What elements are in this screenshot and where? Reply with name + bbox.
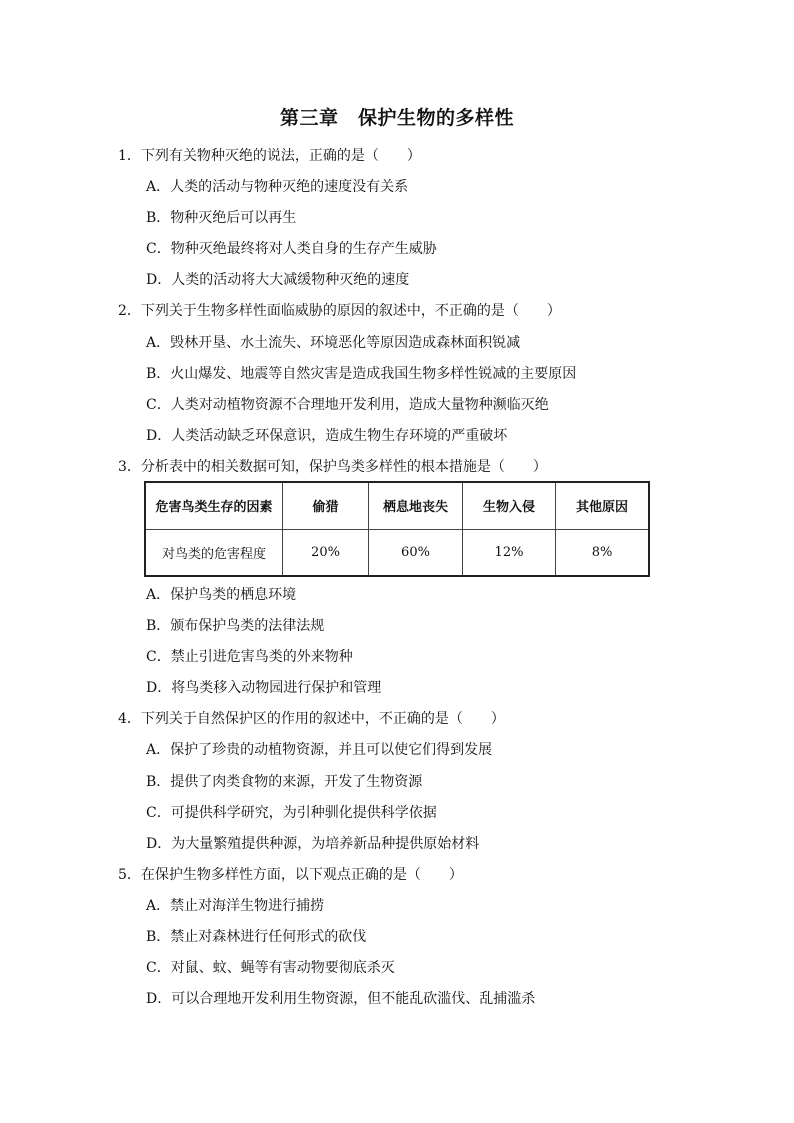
table-row	[145, 529, 649, 576]
question-5-option-a: A．禁止对海洋生物进行捕捞	[146, 898, 325, 914]
table-cell: 8%	[556, 529, 650, 576]
question-3-option-d: D．将鸟类移入动物园进行保护和管理	[146, 680, 382, 696]
question-4-option-a: A．保护了珍贵的动植物资源，并且可以使它们得到发展	[146, 742, 493, 758]
table-header-row	[145, 482, 649, 529]
table-header-cell: 其他原因	[556, 482, 650, 529]
table-header-cell: 生物入侵	[463, 482, 556, 529]
question-5-stem: 5．在保护生物多样性方面，以下观点正确的是（ ）	[118, 867, 463, 883]
table-cell: 60%	[369, 529, 463, 576]
table-header-cell: 危害鸟类生存的因素	[145, 482, 283, 529]
bird-threat-table	[144, 481, 650, 577]
question-1-option-b: B．物种灭绝后可以再生	[146, 210, 297, 226]
table-cell: 12%	[463, 529, 556, 576]
question-3-option-c: C．禁止引进危害鸟类的外来物种	[146, 649, 353, 665]
page-title: 第三章 保护生物的多样性	[279, 107, 514, 129]
question-5-option-b: B．禁止对森林进行任何形式的砍伐	[146, 929, 367, 945]
question-2-stem: 2．下列关于生物多样性面临威胁的原因的叙述中，不正确的是（ ）	[118, 303, 561, 319]
question-2-option-b: B．火山爆发、地震等自然灾害是造成我国生物多样性锐减的主要原因	[146, 366, 577, 382]
question-4-stem: 4．下列关于自然保护区的作用的叙述中，不正确的是（ ）	[118, 711, 505, 727]
question-3-stem: 3．分析表中的相关数据可知，保护鸟类多样性的根本措施是（ ）	[118, 459, 547, 475]
question-4-option-d: D．为大量繁殖提供种源，为培养新品种提供原始材料	[146, 836, 480, 852]
question-5-option-d: D．可以合理地开发利用生物资源，但不能乱砍滥伐、乱捕滥杀	[146, 991, 536, 1007]
question-1-option-a: A．人类的活动与物种灭绝的速度没有关系	[146, 179, 409, 195]
question-1-option-d: D．人类的活动将大大减缓物种灭绝的速度	[146, 272, 410, 288]
table-header-cell: 栖息地丧失	[369, 482, 463, 529]
question-1-option-c: C．物种灭绝最终将对人类自身的生存产生威胁	[146, 241, 437, 257]
question-3-option-b: B．颁布保护鸟类的法律法规	[146, 618, 325, 634]
question-1-stem: 1．下列有关物种灭绝的说法，正确的是（ ）	[118, 148, 421, 164]
question-5-option-c: C．对鼠、蚊、蝇等有害动物要彻底杀灭	[146, 960, 395, 976]
table-cell: 对鸟类的危害程度	[145, 529, 283, 576]
question-3-option-a: A．保护鸟类的栖息环境	[146, 587, 297, 603]
question-2-option-a: A．毁林开垦、水土流失、环境恶化等原因造成森林面积锐减	[146, 335, 521, 351]
table-cell: 20%	[283, 529, 369, 576]
question-2-option-c: C．人类对动植物资源不合理地开发利用，造成大量物种濒临灭绝	[146, 397, 549, 413]
question-2-option-d: D．人类活动缺乏环保意识，造成生物生存环境的严重破坏	[146, 428, 508, 444]
table-header-cell: 偷猎	[283, 482, 369, 529]
question-4-option-b: B．提供了肉类食物的来源，开发了生物资源	[146, 774, 423, 790]
question-4-option-c: C．可提供科学研究，为引种驯化提供科学依据	[146, 805, 437, 821]
